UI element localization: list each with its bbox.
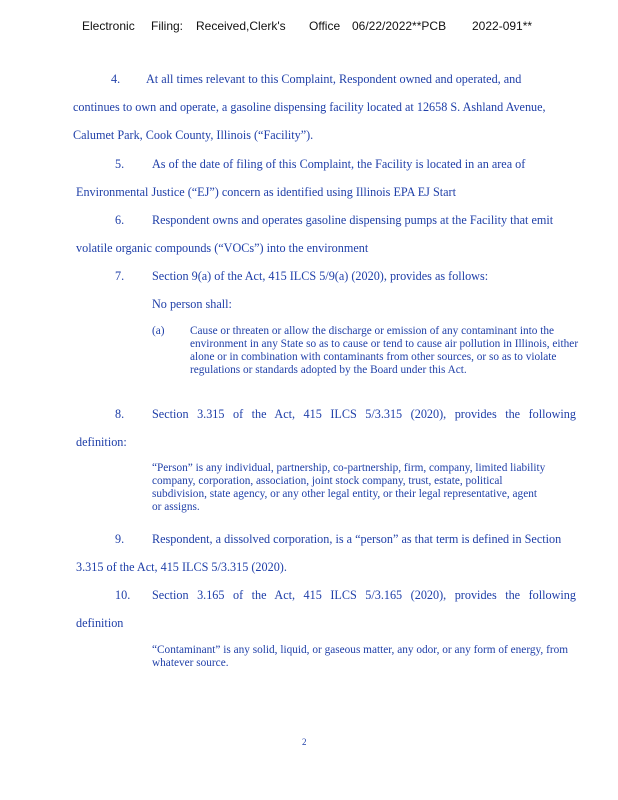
- paragraph-4-number: 4.: [111, 72, 121, 86]
- paragraph-8-line-1: Section 3.315 of the Act, 415 ILCS 5/3.315 (2020), provides the following: [152, 407, 576, 421]
- paragraph-7-item-label: (a): [152, 325, 165, 337]
- paragraph-10-contaminant-definition: “Contaminant” is any solid, liquid, or gaseous matter, any odor, or any form of energy, from whatever source.: [152, 644, 569, 669]
- paragraph-8-person-definition: “Person” is any individual, partnership, co-partnership, firm, company, limited liability company, corporation, association, joint stock company, trust, estate, political subdivision, state agency, or any other legal entity, or their legal representative, agent or assigns.: [152, 462, 546, 513]
- paragraph-5-line-2: Environmental Justice (“EJ”) concern as identified using Illinois EPA EJ Start: [76, 185, 456, 199]
- paragraph-6-line-2: volatile organic compounds (“VOCs”) into the environment: [76, 241, 369, 255]
- paragraph-8-line-2: definition:: [76, 435, 127, 449]
- header-date: 06/22/2022**PCB: [352, 19, 447, 33]
- paragraph-9-line-2: 3.315 of the Act, 415 ILCS 5/3.315 (2020).: [76, 560, 287, 574]
- paragraph-7-line-1: Section 9(a) of the Act, 415 ILCS 5/9(a) (2020), provides as follows:: [152, 269, 489, 283]
- header-filing: Filing:: [151, 19, 184, 33]
- paragraph-10-line-2: definition: [76, 616, 124, 630]
- paragraph-6-number: 6.: [115, 213, 125, 227]
- page-number: 2: [302, 737, 307, 747]
- header-electronic: Electronic: [82, 19, 135, 33]
- paragraph-4-line-2: continues to own and operate, a gasoline dispensing facility located at 12658 S. Ashland Avenue,: [73, 100, 546, 114]
- paragraph-9-line-1: Respondent, a dissolved corporation, is a “person” as that term is defined in Section: [152, 532, 562, 546]
- paragraph-5-line-1: As of the date of filing of this Complaint, the Facility is located in an area of: [152, 157, 526, 171]
- paragraph-7-item-text: Cause or threaten or allow the discharge or emission of any contaminant into the environment in any State so as to cause or tend to cause air pollution in Illinois, either alone or in combination with contaminants from other sources, or so as to violate regulations or standards adopted by the Board under this Act.: [190, 325, 579, 376]
- paragraph-4-line-1: At all times relevant to this Complaint, Respondent owned and operated, and: [146, 72, 522, 86]
- paragraph-10-number: 10.: [115, 588, 131, 602]
- paragraph-7-intro: No person shall:: [152, 297, 232, 311]
- header-received: Received,Clerk's: [196, 19, 286, 33]
- header-case: 2022-091**: [472, 19, 533, 33]
- paragraph-7-number: 7.: [115, 269, 125, 283]
- paragraph-4-line-3: Calumet Park, Cook County, Illinois (“Facility”).: [73, 128, 314, 142]
- paragraph-10-line-1: Section 3.165 of the Act, 415 ILCS 5/3.165 (2020), provides the following: [152, 588, 576, 602]
- paragraph-6-line-1: Respondent owns and operates gasoline dispensing pumps at the Facility that emit: [152, 213, 554, 227]
- header-office: Office: [309, 19, 341, 33]
- paragraph-8-number: 8.: [115, 407, 125, 421]
- paragraph-9-number: 9.: [115, 532, 125, 546]
- paragraph-5-number: 5.: [115, 157, 125, 171]
